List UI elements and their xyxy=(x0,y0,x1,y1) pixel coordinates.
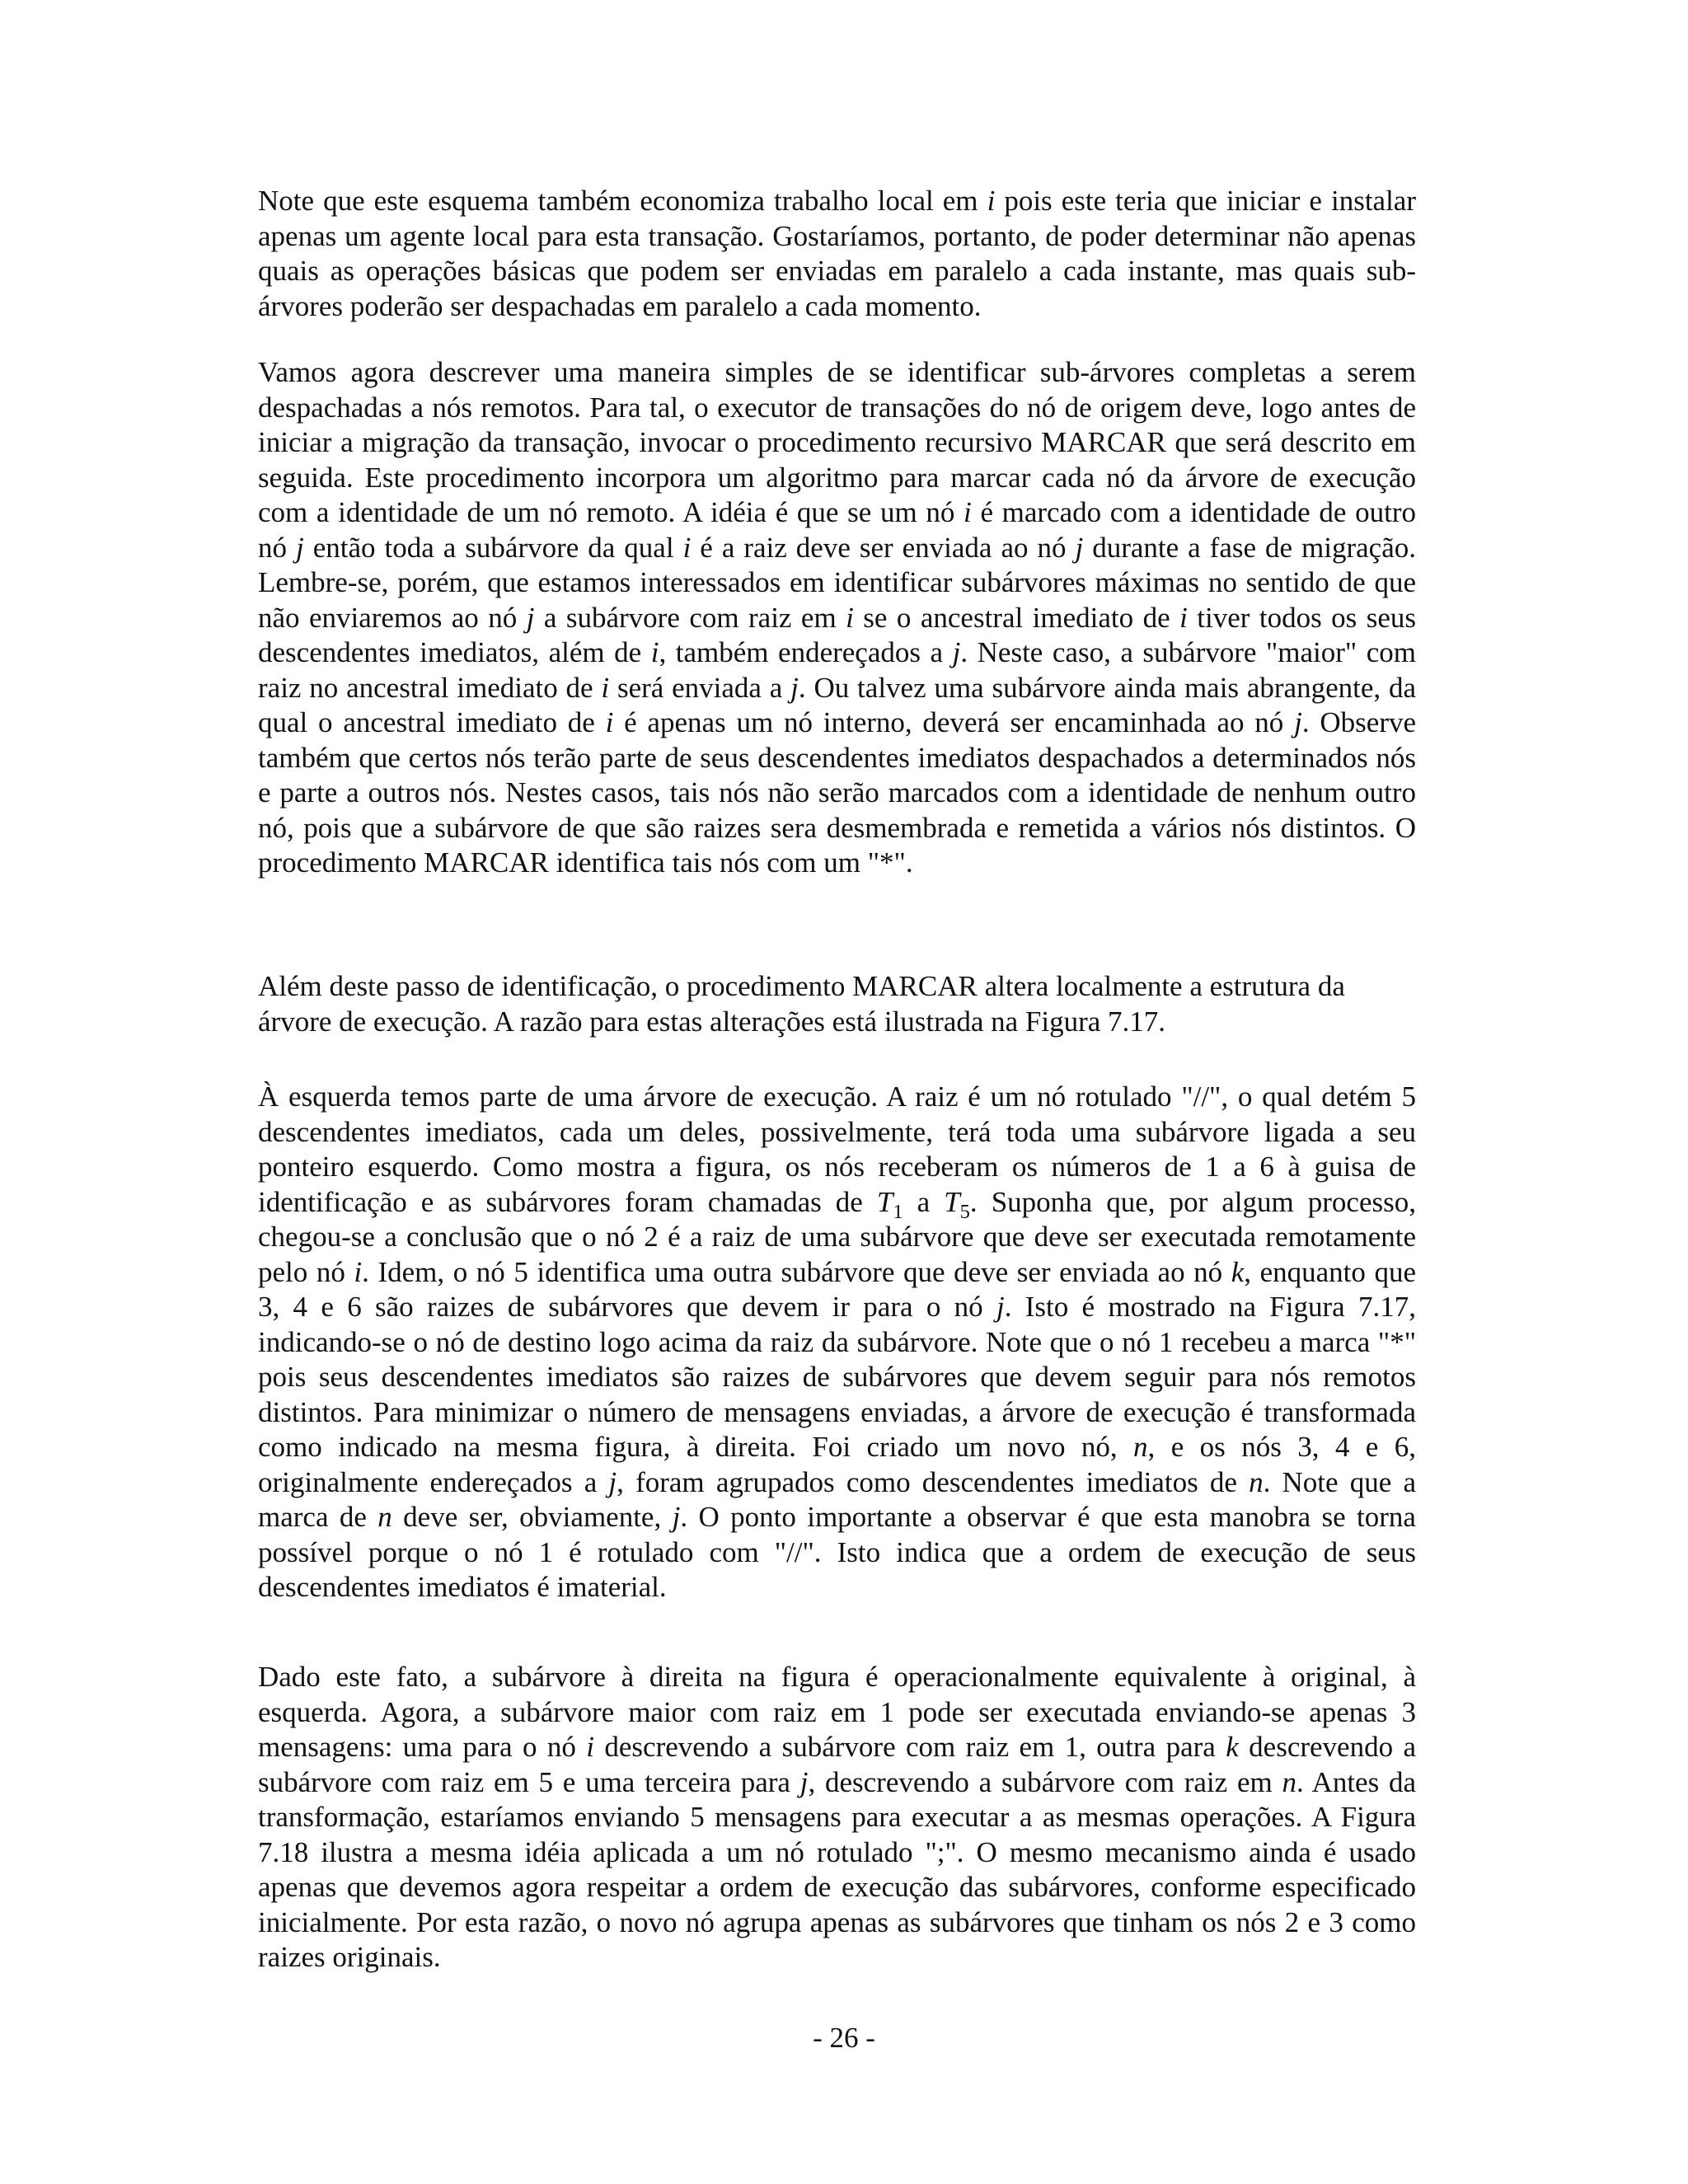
italic-run: j xyxy=(672,1501,681,1533)
text-run: é apenas um nó interno, deverá ser encaminhada ao nó xyxy=(613,706,1295,738)
text-run: Vamos agora descrever uma maneira simples de se identificar sub-árvores completas a serem despachadas a nós remotos. Para tal, o executor de transações do nó de origem deve, logo antes de iniciar a migração da transação, invocar o procedimento recursivo MARCAR que será descrito em seguida. Este procedimento incorpora um algoritmo para marcar cada nó da árvore de execução com a identidade de um nó remoto. A idéia é que se um nó xyxy=(258,356,1416,528)
italic-run: j xyxy=(790,671,799,704)
text-run: . Ou talvez uma subárvore ainda mais abrangente, da qual o ancestral imediato de xyxy=(258,671,1416,738)
text-run: , foram agrupados como descendentes imediatos de xyxy=(617,1465,1250,1498)
italic-run: j xyxy=(952,636,961,668)
italic-run: n xyxy=(1249,1465,1264,1498)
italic-run: j xyxy=(799,1765,809,1798)
italic-run: i xyxy=(601,671,610,704)
text-run: a subárvore com raiz em xyxy=(534,601,846,634)
text-run: . Observe também que certos nós terão parte de seus descendentes imediatos despachados a determinados nós e parte a outros nós. Nestes casos, tais nós não serão marcados com a identidade de nenhum outro nó, pois que a subárvore de que são raizes sera desmembrada e remetida a vários nós distintos. O procedimento MARCAR identifica tais nós com um "*". xyxy=(258,706,1417,879)
italic-run: n xyxy=(1133,1431,1148,1463)
text-run: deve ser, obviamente, xyxy=(392,1501,673,1533)
text-run: Note que este esquema também economiza trabalho local em xyxy=(258,185,987,217)
text-run: pois este teria que iniciar e instalar apenas um agente local para esta transação. Gostaríamos, portanto, de poder determinar não apenas quais as operações básicas que podem ser enviadas em paralelo a cada instante, mas quais sub-árvores poderão ser despachadas em paralelo a cada momento. xyxy=(258,185,1416,322)
text-run: . Note que a marca de xyxy=(258,1465,1416,1533)
italic-run: j xyxy=(526,601,535,634)
italic-run: j xyxy=(296,531,304,564)
text-run: À esquerda temos parte de uma árvore de execução. A raiz é um nó rotulado "//", o qual detém 5 descendentes imediatos, cada um deles, possivelmente, terá toda uma subárvore ligada a seu ponteiro esquerdo. Como mostra a figura, os nós receberam os números de 1 a 6 à guisa de identificação e as subárvores foram chamadas de xyxy=(258,1080,1416,1218)
text-run: a xyxy=(903,1185,945,1218)
italic-run: i xyxy=(682,531,692,564)
text-run: durante a fase de migração. Lembre-se, porém, que estamos interessados em identificar subárvores máximas no sentido de que não enviaremos ao nó xyxy=(258,531,1416,634)
paragraph-2 xyxy=(258,355,1416,881)
italic-run: i xyxy=(354,1255,363,1288)
italic-run: i xyxy=(846,601,854,634)
text-run: . Antes da transformação, estaríamos enviando 5 mensagens para executar a as mesmas operações. A Figura 7.18 ilustra a mesma idéia aplicada a um nó rotulado ";". O mesmo mecanismo ainda é usado apenas que devemos agora respeitar a ordem de execução das subárvores, conforme especificado inicialmente. Por esta razão, o novo nó agrupa apenas as subárvores que tinham os nós 2 e 3 como raizes originais. xyxy=(258,1765,1416,1973)
text-run: . Neste caso, a subárvore "maior" com raiz no ancestral imediato de xyxy=(258,636,1416,704)
paragraph-5 xyxy=(258,1660,1416,1975)
text-run: tiver todos os seus descendentes imediatos, além de xyxy=(258,601,1416,668)
italic-run: T xyxy=(944,1185,960,1218)
text-run: . O ponto importante a observar é que esta manobra se torna possível porque o nó 1 é rotulado com "//". Isto indica que a ordem de execução de seus descendentes imediatos é imaterial. xyxy=(258,1501,1416,1603)
italic-run: i xyxy=(650,636,659,668)
italic-run: i xyxy=(1179,601,1188,634)
text-run: se o ancestral imediato de xyxy=(853,601,1180,634)
paragraph-1 xyxy=(258,184,1416,324)
text-run: . Idem, o nó 5 identifica uma outra subárvore que deve ser enviada ao nó xyxy=(362,1255,1231,1288)
italic-run: i xyxy=(964,496,972,528)
text-run: é a raiz deve ser enviada ao nó xyxy=(691,531,1076,564)
italic-run: j xyxy=(1075,531,1084,564)
text-run: Além deste passo de identificação, o procedimento MARCAR altera localmente a estrutura da árvore de execução. A razão para estas alterações está ilustrada na Figura 7.17. xyxy=(258,970,1345,1038)
text-run: então toda a subárvore da qual xyxy=(303,531,683,564)
italic-run: n xyxy=(1282,1765,1296,1798)
text-run: , enquanto que 3, 4 e 6 são raizes de subárvores que devem ir para o nó xyxy=(258,1255,1417,1323)
text-run: , e os nós 3, 4 e 6, originalmente endereçados a xyxy=(258,1431,1417,1498)
subscript-run: 1 xyxy=(893,1200,903,1223)
paragraph-4 xyxy=(258,1080,1416,1605)
text-run: é marcado com a identidade de outro nó xyxy=(258,496,1416,564)
italic-run: j xyxy=(1294,706,1302,738)
italic-run: k xyxy=(1226,1731,1239,1763)
text-run: descrevendo a subárvore com raiz em 1, outra para xyxy=(593,1731,1226,1763)
text-run: descrevendo a subárvore com raiz em 5 e uma terceira para xyxy=(258,1731,1416,1798)
text-run: . Suponha que, por algum processo, chegou-se a conclusão que o nó 2 é a raiz de uma subárvore que deve ser executada remotamente pelo nó xyxy=(258,1185,1416,1288)
text-run: será enviada a xyxy=(609,671,791,704)
page-number: - 26 - xyxy=(813,2022,875,2054)
text-run: , também endereçados a xyxy=(659,636,953,668)
italic-run: T xyxy=(876,1185,893,1218)
text-run: Dado este fato, a subárvore à direita na figura é operacionalmente equivalente à original, à esquerda. Agora, a subárvore maior com raiz em 1 pode ser executada enviando-se apenas 3 mensagens: uma para o nó xyxy=(258,1661,1416,1763)
italic-run: j xyxy=(996,1291,1005,1323)
italic-run: i xyxy=(586,1731,594,1763)
italic-run: i xyxy=(605,706,614,738)
paragraph-3 xyxy=(258,969,1412,1039)
text-run: , descrevendo a subárvore com raiz em xyxy=(808,1765,1282,1798)
italic-run: j xyxy=(608,1465,617,1498)
italic-run: n xyxy=(377,1501,392,1533)
italic-run: k xyxy=(1231,1255,1245,1288)
italic-run: i xyxy=(987,185,996,217)
text-run: . Isto é mostrado na Figura 7.17, indicando-se o nó de destino logo acima da raiz da subárvore. Note que o nó 1 recebeu a marca "*" pois seus descendentes imediatos são raizes de subárvores que devem seguir para nós remotos distintos. Para minimizar o número de mensagens enviadas, a árvore de execução é transformada como indicado na mesma figura, à direita. Foi criado um novo nó, xyxy=(258,1291,1416,1463)
subscript-run: 5 xyxy=(959,1200,970,1223)
